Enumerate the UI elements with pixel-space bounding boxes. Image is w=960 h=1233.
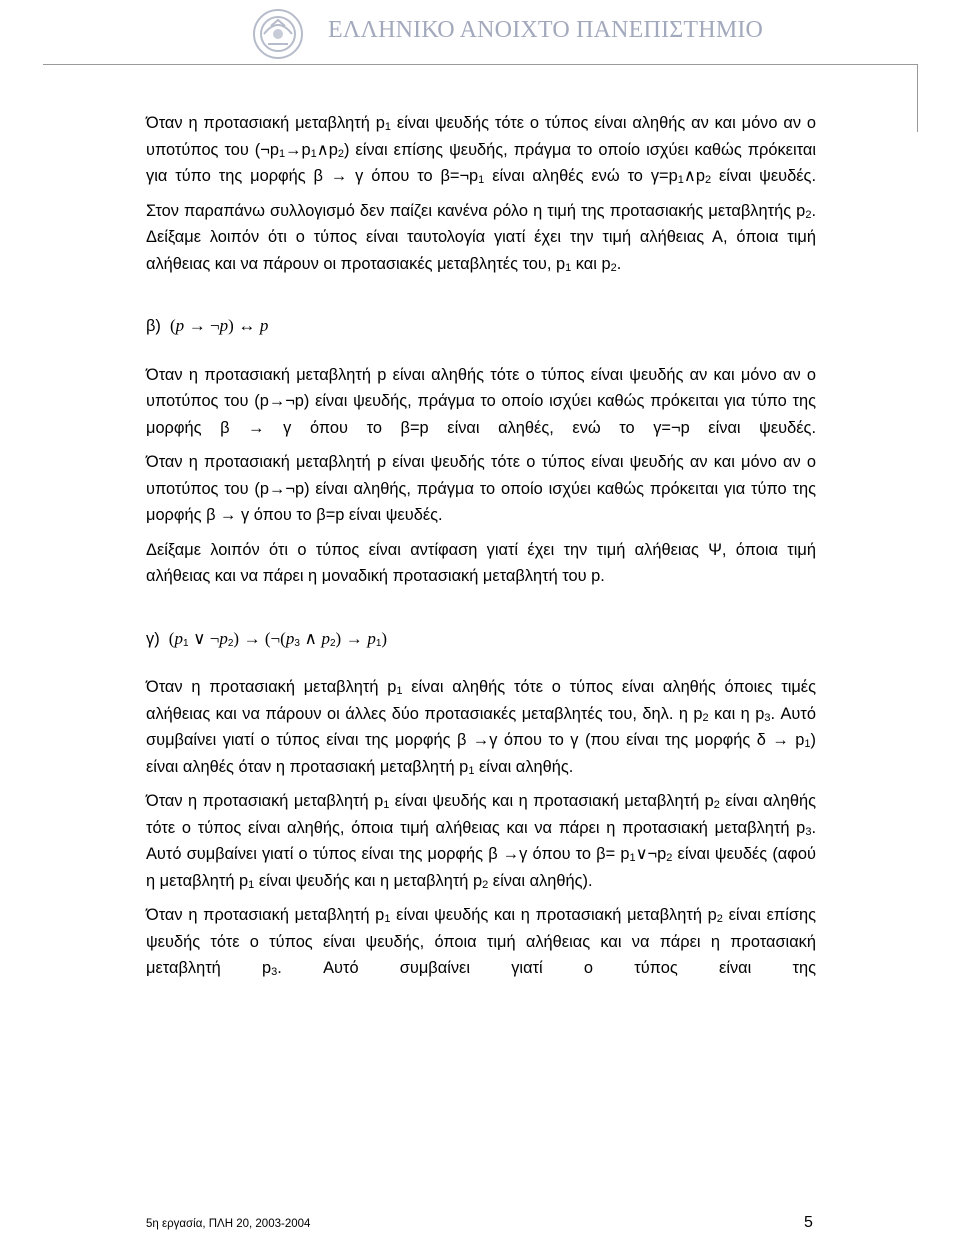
footer-course-info: 5η εργασία, ΠΛΗ 20, 2003-2004 (146, 1218, 311, 1230)
paragraph: Όταν η προτασιακή μεταβλητή $p_1$ είναι ψευδής και η προτασιακή μεταβλητή $p_2$ είναι αληθής τότε ο τύπος είναι αληθής, όποια τιμή αλήθειας και να πάρει η προτασιακή μεταβλητή $p_3$. Αυτό συμβαίνει γιατί ο τύπος είναι της μορφής β →γ όπου το $\beta= p_1\vee\neg p_2$ είναι ψευδές (αφού η μεταβλητή $p_1$ είναι ψευδής και η μεταβλητή $p_2$ είναι αληθής). (146, 792, 816, 891)
header-divider-tick (917, 64, 918, 132)
university-title: ΕΛΛΗΝΙΚΟ ΑΝΟΙΧΤΟ ΠΑΝΕΠΙΣΤΗΜΙΟ (328, 17, 764, 43)
paragraph: Όταν η προτασιακή μεταβλητή $p_1$ είναι αληθής τότε ο τύπος είναι αληθής όποιες τιμές αλήθειας και να πάρουν οι άλλες δύο προτασιακές μεταβλητές του, δηλ. η $p_2$ και η $p_3$. Αυτό συμβαίνει γιατί ο τύπος είναι της μορφής β →γ όπου το γ (που είναι της μορφής $\delta \to p_1$) είναι αληθές όταν η προτασιακή μεταβλητή $p_1$ είναι αληθής. (146, 678, 816, 777)
paragraph: Όταν η προτασιακή μεταβλητή p είναι αληθής τότε ο τύπος είναι ψευδής αν και μόνο αν ο υποτύπος του (p→¬p) είναι ψευδής, πράγμα το οποίο ισχύει καθώς πρόκειται για τύπο της μορφής β → γ όπου το β=p είναι αληθές, ενώ το γ=¬p είναι ψευδές. (146, 365, 816, 437)
paragraph: Όταν η προτασιακή μεταβλητή p είναι ψευδής τότε ο τύπος είναι ψευδής αν και μόνο αν ο υποτύπος του (p→¬p) είναι αληθής, πράγμα το οποίο ισχύει καθώς πρόκειται για τύπο της μορφής β → γ όπου το β=p είναι ψευδές. (146, 453, 816, 524)
header-divider (43, 64, 918, 65)
paragraph: Όταν η προτασιακή μεταβλητή $p_1$ είναι ψευδής τότε ο τύπος είναι αληθής αν και μόνο αν ο υποτύπος του $(\neg p_1\to p_1\wedge p_2)$ είναι επίσης ψευδής, πράγμα το οποίο ισχύει καθώς πρόκειται για τύπο της μορφής β → γ όπου το $\beta=\neg p_1$ είναι αληθές ενώ το $\gamma=p_1\wedge p_2$ είναι ψευδές. (146, 114, 816, 186)
document-body (146, 110, 816, 982)
paragraph: Όταν η προτασιακή μεταβλητή $p_1$ είναι ψευδής και η προτασιακή μεταβλητή $p_2$ είναι επίσης ψευδής τότε ο τύπος είναι ψευδής, όποια τιμή αλήθειας και να πάρει η προτασιακή μεταβλητή $p_3$. Αυτό συμβαίνει γιατί ο τύπος είναι της (146, 906, 816, 978)
paragraph: Στον παραπάνω συλλογισμό δεν παίζει κανένα ρόλο η τιμή της προτασιακής μεταβλητής $p_2$. Δείξαμε λοιπόν ότι ο τύπος είναι ταυτολογία γιατί έχει την τιμή αλήθειας Α, όποια τιμή αλήθειας και να πάρουν οι προτασιακές μεταβλητές του, $p_1$ και $p_2$. (146, 201, 816, 274)
formula-c: γ) ($p_1$ ∨ $\neg p_2$) → ($\neg(p_3$ ∧ $p_2) \to p_1$) (146, 628, 388, 649)
paragraph: Δείξαμε λοιπόν ότι ο τύπος είναι αντίφαση γιατί έχει την τιμή αλήθειας Ψ, όποια τιμή αλήθειας και να πάρει η μοναδική προτασιακή μεταβλητή του p. (146, 540, 816, 585)
page-number: 5 (804, 1214, 813, 1231)
page-header (0, 0, 960, 64)
formula-b: β) (p → ¬p) ↔ p (146, 316, 269, 335)
university-logo-icon (238, 4, 318, 62)
